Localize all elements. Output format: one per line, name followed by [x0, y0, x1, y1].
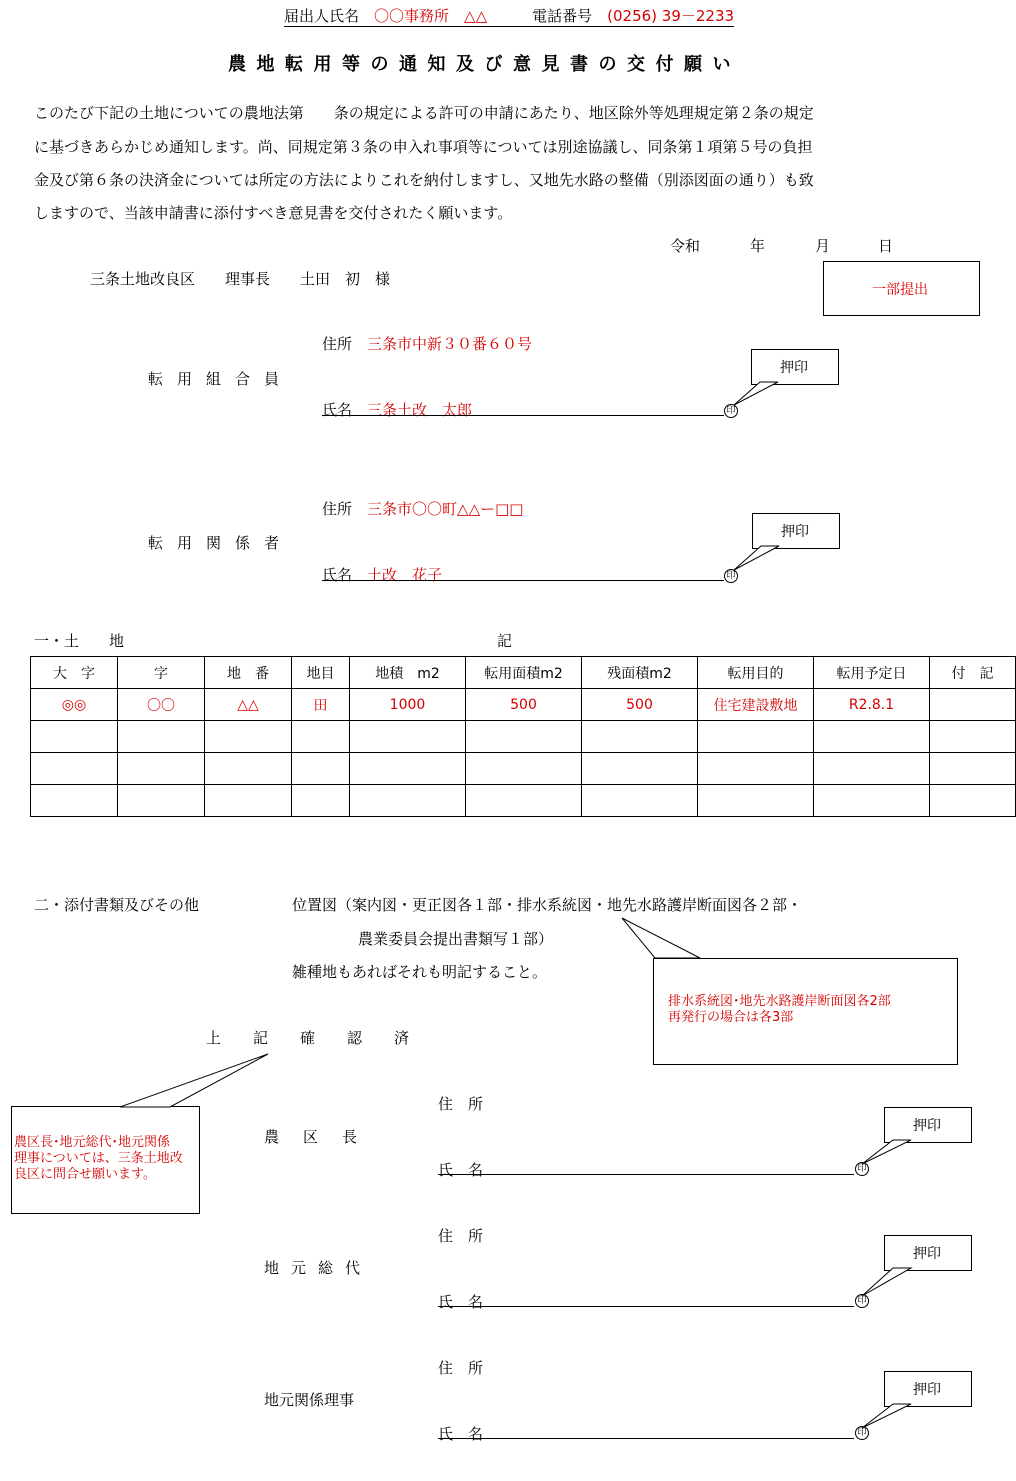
confirmer3-role: 地元関係理事 — [264, 1391, 355, 1409]
table-cell — [930, 753, 1016, 785]
col-fuki: 付 記 — [930, 657, 1016, 689]
body-line-1: このたび下記の土地についての農地法第 条の規定による許可の申請にあたり、地区除外等処理規定第２条の規定 — [34, 104, 814, 122]
table-cell — [31, 753, 118, 785]
table-cell: 500 — [466, 689, 582, 721]
confirmer1-name-label: 氏 名 — [438, 1161, 484, 1179]
oshi-label-2: 押印 — [781, 524, 809, 540]
table-cell — [814, 785, 930, 817]
body-line-3: 金及び第６条の決済金については所定の方法によりこれを納付しますし、又地先水路の整備（別添図面の通り）も致 — [34, 171, 814, 189]
confirmer3-name-label: 氏 名 — [438, 1425, 484, 1443]
table-cell — [698, 753, 814, 785]
confirmer3-addr-label: 住 所 — [438, 1359, 484, 1377]
land-table — [30, 656, 1016, 817]
table-cell: 田 — [292, 689, 350, 721]
drainage-callout-line1: 排水系統図･地先水路護岸断面図各2部 — [668, 994, 891, 1009]
seal-icon: 印 — [855, 1426, 869, 1440]
table-cell — [118, 785, 205, 817]
table-cell — [205, 785, 292, 817]
table-cell — [582, 721, 698, 753]
table-cell — [118, 753, 205, 785]
table-row — [31, 753, 1016, 785]
date-day: 日 — [878, 237, 894, 255]
tel-label: 電話番号 — [532, 7, 593, 25]
contact-callout-line2: 理事については、三条土地改 — [14, 1151, 183, 1166]
table-cell — [466, 785, 582, 817]
table-cell — [814, 753, 930, 785]
contact-callout-line3: 良区に問合せ願います。 — [14, 1167, 156, 1182]
table-cell — [698, 785, 814, 817]
submitter-name-label: 届出人氏名 — [284, 7, 360, 25]
partial-submit-label: 一部提出 — [872, 282, 928, 298]
applicant2-addr-label: 住所 — [322, 500, 353, 518]
section2-line1: 位置図（案内図・更正図各１部・排水系統図・地先水路護岸断面図各２部・ — [292, 896, 803, 914]
table-row — [31, 689, 1016, 721]
table-cell: 住宅建設敷地 — [698, 689, 814, 721]
drainage-callout-text — [668, 994, 891, 1026]
confirmer2-role: 地元総代 — [264, 1259, 373, 1277]
table-cell — [930, 721, 1016, 753]
table-row — [31, 785, 1016, 817]
col-tenyo-menseki: 転用面積m2 — [466, 657, 582, 689]
page-title: 農地転用等の通知及び意見書の交付願い — [228, 54, 741, 75]
body-line-2: に基づきあらかじめ通知します。尚、同規定第３条の申入れ事項等については別途協議し、同条第１項第５号の負担 — [34, 138, 813, 156]
table-cell — [930, 689, 1016, 721]
confirmer1-addr-label: 住 所 — [438, 1095, 484, 1113]
table-cell: 500 — [582, 689, 698, 721]
table-row — [31, 721, 1016, 753]
applicant2-name — [322, 564, 442, 585]
table-cell — [205, 753, 292, 785]
table-cell — [466, 721, 582, 753]
table-cell — [582, 785, 698, 817]
oshi-label-3: 押印 — [913, 1118, 941, 1134]
table-cell — [205, 721, 292, 753]
table-cell: △△ — [205, 689, 292, 721]
table-cell — [350, 785, 466, 817]
col-tenyo-mokuteki: 転用目的 — [698, 657, 814, 689]
applicant2-addr-value: 三条市〇〇町△△ー□□ — [367, 500, 524, 518]
applicant1-role: 転用組合員 — [148, 370, 294, 388]
table-cell: 1000 — [350, 689, 466, 721]
date-month: 月 — [815, 237, 831, 255]
table-cell — [350, 753, 466, 785]
section2-line2: 農業委員会提出書類写１部） — [358, 930, 554, 948]
table-cell — [292, 785, 350, 817]
applicant1-name — [322, 399, 472, 420]
applicant2-addr — [322, 498, 523, 519]
table-cell — [582, 753, 698, 785]
seal-icon: 印 — [724, 404, 738, 418]
date-year: 年 — [750, 237, 766, 255]
table-cell — [292, 753, 350, 785]
table-header-row — [31, 657, 1016, 689]
table-cell: ◎◎ — [31, 689, 118, 721]
table-cell — [350, 721, 466, 753]
table-cell — [31, 721, 118, 753]
seal-icon: 印 — [724, 569, 738, 583]
date-era: 令和 — [670, 237, 701, 255]
table-cell — [31, 785, 118, 817]
applicant2-name-value: 土改 花子 — [367, 566, 443, 584]
table-cell — [814, 721, 930, 753]
confirmer1-signature-line — [438, 1174, 854, 1175]
confirmer3-signature-line — [438, 1438, 854, 1439]
section1-label: 一・土 地 — [34, 632, 125, 650]
seal-icon: 印 — [855, 1162, 869, 1176]
col-chiban: 地 番 — [205, 657, 292, 689]
confirmer2-signature-line — [438, 1306, 854, 1307]
table-cell — [930, 785, 1016, 817]
body-line-4: しますので、当該申請書に添付すべき意見書を交付されたく願います。 — [34, 204, 513, 222]
col-yotei-bi: 転用予定日 — [814, 657, 930, 689]
table-cell: 〇〇 — [118, 689, 205, 721]
applicant1-name-value: 三条土改 太郎 — [367, 401, 473, 419]
applicant2-name-label: 氏名 — [322, 566, 353, 584]
table-cell — [698, 721, 814, 753]
applicant1-addr-value: 三条市中新３０番６０号 — [367, 335, 533, 353]
applicant1-addr — [322, 333, 532, 354]
applicant1-addr-label: 住所 — [322, 335, 353, 353]
seal-icon: 印 — [855, 1294, 869, 1308]
applicant1-signature-line — [322, 415, 724, 416]
section1-ki: 記 — [497, 632, 513, 650]
addressee: 三条土地改良区 理事長 土田 初 様 — [90, 270, 391, 288]
applicant1-name-label: 氏名 — [322, 401, 353, 419]
applicant2-signature-line — [322, 580, 724, 581]
col-chimoku: 地目 — [292, 657, 350, 689]
submitter-name-value: 〇〇事務所 △△ — [374, 7, 488, 25]
table-cell — [118, 721, 205, 753]
section2-label: 二・添付書類及びその他 — [34, 896, 200, 914]
contact-callout-line1: 農区長･地元総代･地元関係 — [14, 1135, 171, 1150]
confirmed-label: 上記確認済 — [206, 1029, 442, 1047]
oshi-label-1: 押印 — [780, 360, 808, 376]
applicant2-role: 転用関係者 — [148, 534, 294, 552]
oshi-label-4: 押印 — [913, 1246, 941, 1262]
confirmer2-addr-label: 住 所 — [438, 1227, 484, 1245]
table-cell: R2.8.1 — [814, 689, 930, 721]
submitter-line — [284, 5, 734, 26]
tel-value: (0256) 39－2233 — [607, 7, 735, 25]
oshi-label-5: 押印 — [913, 1382, 941, 1398]
table-cell — [466, 753, 582, 785]
col-aza: 字 — [118, 657, 205, 689]
col-zan-menseki: 残面積m2 — [582, 657, 698, 689]
confirmer2-name-label: 氏 名 — [438, 1293, 484, 1311]
confirmer1-role: 農区長 — [264, 1128, 382, 1146]
section2-line3: 雑種地もあればそれも明記すること。 — [292, 963, 548, 981]
col-oaza: 大 字 — [31, 657, 118, 689]
contact-callout-text — [14, 1135, 183, 1183]
table-cell — [292, 721, 350, 753]
col-chiseki: 地積 m2 — [350, 657, 466, 689]
drainage-callout-line2: 再発行の場合は各3部 — [668, 1010, 794, 1025]
